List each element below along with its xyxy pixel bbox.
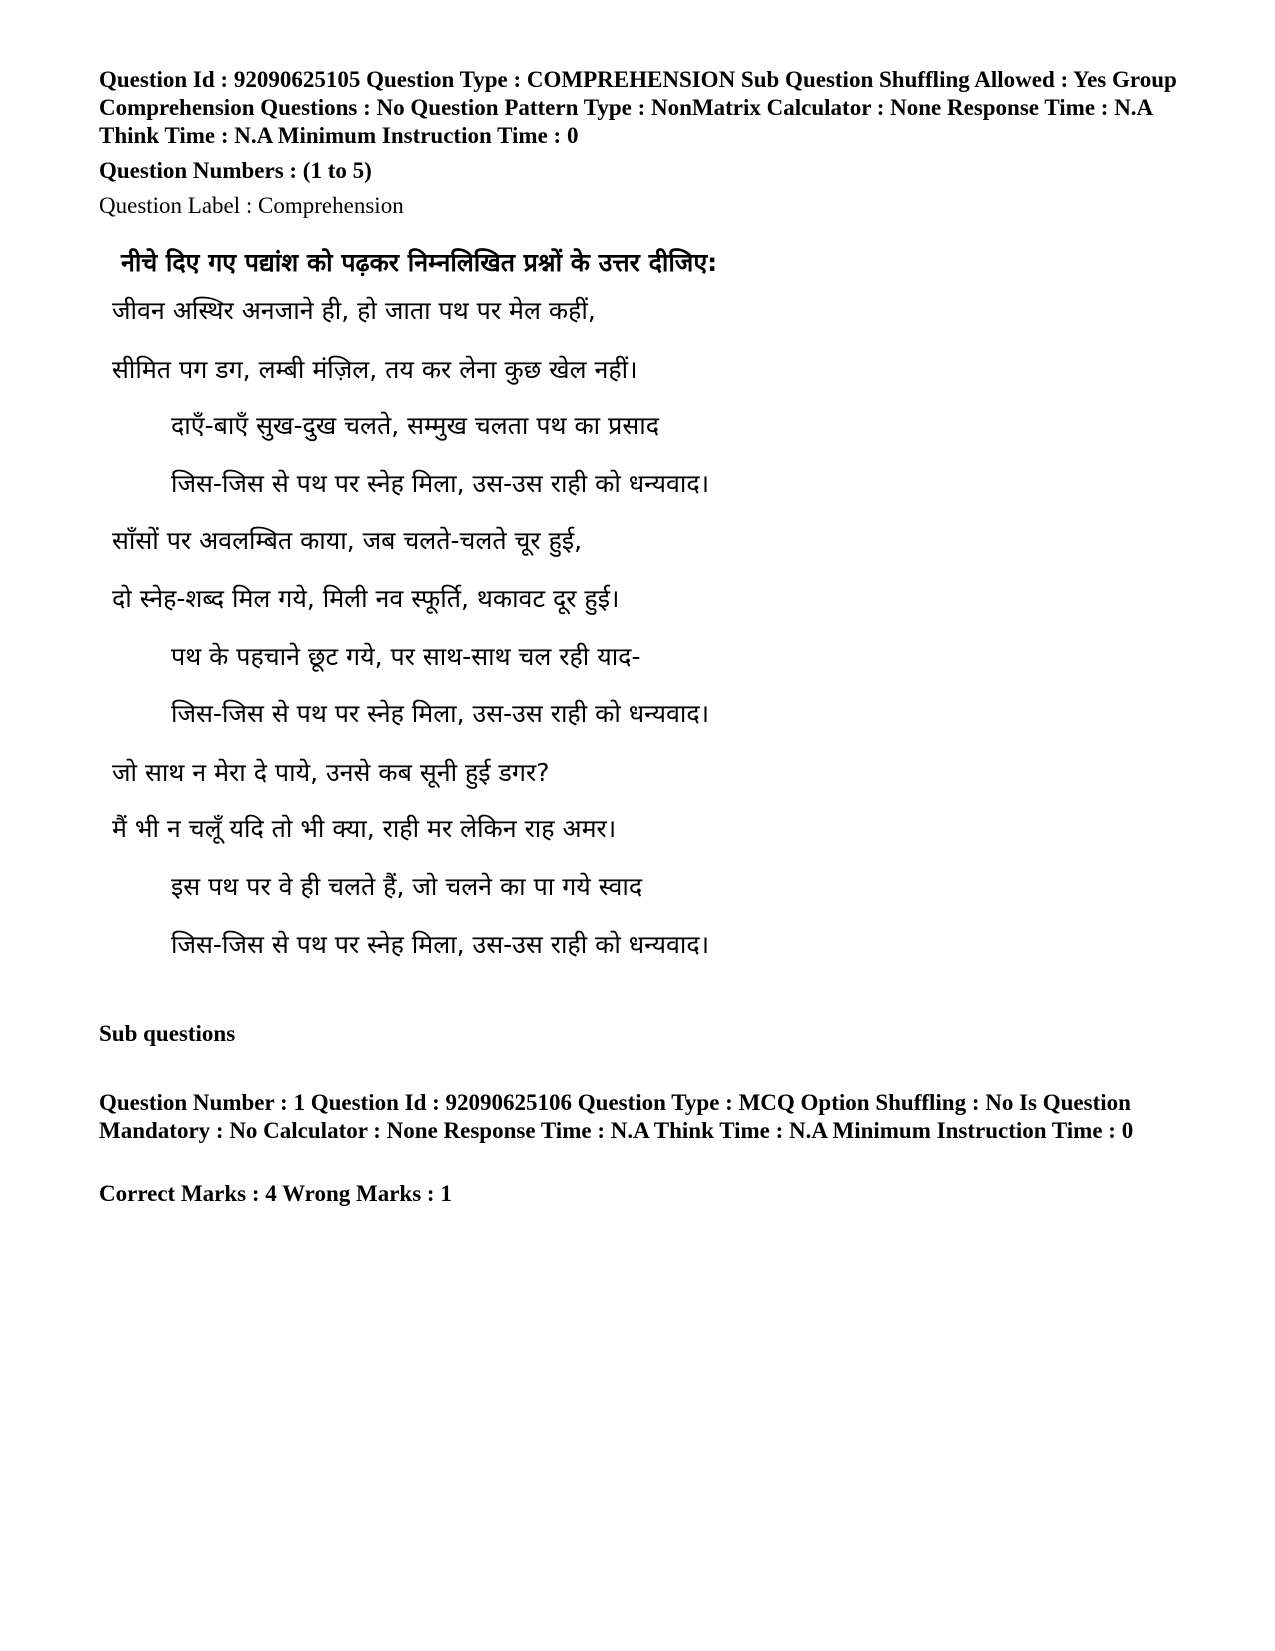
question-label: Question Label : Comprehension xyxy=(99,193,404,218)
question-numbers: Question Numbers : (1 to 5) xyxy=(99,158,372,183)
verse-line-3: दाएँ-बाएँ सुख-दुख चलते, सम्मुख चलता पथ का प्रसाद xyxy=(171,411,659,440)
question-meta: Question Id : 92090625105 Question Type : COMPREHENSION Sub Question Shuffling Allowed : Yes Group Comprehension Questions : No Question Pattern Type : NonMatrix Calculator : None Response Time : N.A Think Time : N.A Minimum Instruction Time : 0 xyxy=(99,67,1177,148)
verse-line-10: मैं भी न चलूँ यदि तो भी क्या, राही मर लेकिन राह अमर। xyxy=(112,814,617,843)
verse-line-5: साँसों पर अवलम्बित काया, जब चलते-चलते चूर हुई, xyxy=(112,526,583,555)
verse-line-12: जिस-जिस से पथ पर स्नेह मिला, उस-उस राही को धन्यवाद। xyxy=(171,930,710,959)
verse-line-7: पथ के पहचाने छूट गये, पर साथ-साथ चल रही याद- xyxy=(171,642,641,671)
sub-questions-heading: Sub questions xyxy=(99,1021,236,1046)
verse-line-11: इस पथ पर वे ही चलते हैं, जो चलने का पा गये स्वाद xyxy=(171,872,643,901)
verse-line-1: जीवन अस्थिर अनजाने ही, हो जाता पथ पर मेल कहीं, xyxy=(112,296,596,325)
sub-question-meta: Question Number : 1 Question Id : 92090625106 Question Type : MCQ Option Shuffling : No Is Question Mandatory : No Calculator : None Response Time : N.A Think Time : N.A Minimum Instruction Time : 0 xyxy=(99,1090,1134,1143)
verse-line-4: जिस-जिस से पथ पर स्नेह मिला, उस-उस राही को धन्यवाद। xyxy=(171,469,710,498)
marks-info: Correct Marks : 4 Wrong Marks : 1 xyxy=(99,1181,452,1206)
passage-instruction: नीचे दिए गए पद्यांश को पढ़कर निम्नलिखित प्रश्नों के उत्तर दीजिए: xyxy=(121,248,718,277)
verse-line-8: जिस-जिस से पथ पर स्नेह मिला, उस-उस राही को धन्यवाद। xyxy=(171,699,710,728)
verse-line-6: दो स्नेह-शब्द मिल गये, मिली नव स्फूर्ति, थकावट दूर हुई। xyxy=(112,584,620,613)
verse-line-2: सीमित पग डग, लम्बी मंज़िल, तय कर लेना कुछ खेल नहीं। xyxy=(112,355,638,384)
verse-line-9: जो साथ न मेरा दे पाये, उनसे कब सूनी हुई डगर? xyxy=(112,758,550,787)
